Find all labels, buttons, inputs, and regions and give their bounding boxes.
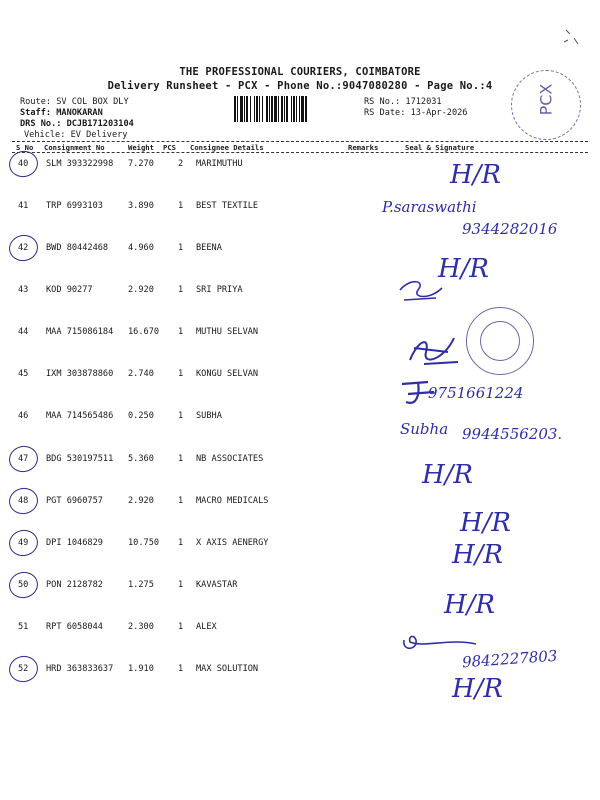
row-consignment: TRP 6993103 [46, 201, 103, 211]
row-consignee: MACRO MEDICALS [196, 496, 269, 506]
row-pcs: 2 [178, 159, 184, 169]
col-remarks: Remarks [348, 143, 379, 152]
row-weight: 1.275 [128, 580, 154, 590]
row-pcs: 1 [178, 622, 184, 632]
handwritten-hr: H/R [444, 590, 496, 620]
row-consignee: NB ASSOCIATES [196, 454, 264, 464]
handwritten-hr: H/R [438, 254, 490, 284]
header-top-rule [12, 141, 588, 142]
row-consignee: MAX SOLUTION [196, 664, 259, 674]
row-consignment: SLM 393322998 [46, 159, 114, 169]
table-row [0, 580, 600, 600]
institution-seal-inner-ring [480, 321, 520, 361]
row-sno: 40 [18, 159, 29, 169]
table-row [0, 159, 600, 179]
row-consignment: DPI 1046829 [46, 538, 103, 548]
col-seal: Seal & Signature [405, 143, 475, 152]
row-consignment: MAA 715086184 [46, 327, 114, 337]
row-consignee: SUBHA [196, 411, 222, 421]
row-consignment: HRD 363833637 [46, 664, 114, 674]
row-pcs: 1 [178, 411, 184, 421]
row-weight: 3.890 [128, 201, 154, 211]
row-weight: 16.670 [128, 327, 160, 337]
row-weight: 2.920 [128, 285, 154, 295]
handwritten-hr: H/R [422, 460, 474, 490]
handwritten-phone: 9751661224 [428, 384, 524, 402]
header-bottom-rule [12, 152, 588, 153]
row-consignee: ALEX [196, 622, 217, 632]
col-details: Consignee Details [190, 143, 264, 152]
col-weight: Weight [128, 143, 154, 152]
route-label: Route: SV COL BOX DLY [20, 97, 129, 107]
row-pcs: 1 [178, 327, 184, 337]
handwritten-phone: 9344282016 [462, 220, 558, 238]
rs-number: RS No.: 1712031 [364, 97, 442, 107]
row-pcs: 1 [178, 243, 184, 253]
handwritten-hr: H/R [452, 674, 504, 704]
row-sno: 50 [18, 580, 29, 590]
row-consignment: IXM 303878860 [46, 369, 114, 379]
row-consignee: X AXIS AENERGY [196, 538, 269, 548]
row-consignee: BEENA [196, 243, 222, 253]
signature-scribble [400, 632, 480, 656]
table-row [0, 201, 600, 221]
row-pcs: 1 [178, 580, 184, 590]
row-pcs: 1 [178, 369, 184, 379]
row-sno: 41 [18, 201, 29, 211]
row-weight: 2.920 [128, 496, 154, 506]
row-pcs: 1 [178, 201, 184, 211]
table-row [0, 285, 600, 305]
row-consignment: PON 2128782 [46, 580, 103, 590]
row-sno: 48 [18, 496, 29, 506]
row-consignee: BEST TEXTILE [196, 201, 259, 211]
row-consignment: MAA 714565486 [46, 411, 114, 421]
row-sno: 43 [18, 285, 29, 295]
row-pcs: 1 [178, 538, 184, 548]
row-consignment: KOD 90277 [46, 285, 93, 295]
row-sno: 51 [18, 622, 29, 632]
row-consignment: RPT 6058044 [46, 622, 103, 632]
col-consignment: Consignment No [44, 143, 105, 152]
table-row [0, 622, 600, 642]
row-weight: 5.360 [128, 454, 154, 464]
pcx-stamp-text: PCX [536, 83, 556, 116]
row-sno: 47 [18, 454, 29, 464]
rs-date: RS Date: 13-Apr-2026 [364, 108, 468, 118]
handwritten-phone: 9944556203. [462, 425, 563, 443]
row-weight: 7.270 [128, 159, 154, 169]
row-sno: 49 [18, 538, 29, 548]
table-row [0, 538, 600, 558]
row-consignee: MARIMUTHU [196, 159, 243, 169]
vehicle-label: Vehicle: EV Delivery [24, 130, 128, 140]
row-weight: 4.960 [128, 243, 154, 253]
row-pcs: 1 [178, 496, 184, 506]
handwritten-hr: H/R [452, 540, 504, 570]
row-sno: 44 [18, 327, 29, 337]
table-row [0, 243, 600, 263]
row-weight: 2.300 [128, 622, 154, 632]
col-pcs: PCS [163, 143, 176, 152]
handwritten-hr: H/R [450, 160, 502, 190]
row-weight: 2.740 [128, 369, 154, 379]
row-consignee: KONGU SELVAN [196, 369, 259, 379]
row-consignee: SRI PRIYA [196, 285, 243, 295]
table-row [0, 454, 600, 474]
barcode [234, 96, 360, 122]
row-sno: 52 [18, 664, 29, 674]
handwritten-signature: P.saraswathi [382, 198, 477, 216]
handwritten-hr: H/R [460, 508, 512, 538]
barcode-bar [307, 96, 308, 122]
company-title: THE PROFESSIONAL COURIERS, COIMBATORE [179, 66, 421, 78]
runsheet-title: Delivery Runsheet - PCX - Phone No.:9047080280 - Page No.:4 [107, 80, 493, 92]
drs-label: DRS No.: DCJB171203104 [20, 119, 134, 129]
row-weight: 10.750 [128, 538, 160, 548]
pen-mark [560, 26, 584, 48]
row-consignee: KAVASTAR [196, 580, 238, 590]
row-consignment: PGT 6960757 [46, 496, 103, 506]
row-weight: 1.910 [128, 664, 154, 674]
row-consignment: BDG 530197511 [46, 454, 114, 464]
row-pcs: 1 [178, 454, 184, 464]
row-consignment: BWD 80442468 [46, 243, 109, 253]
handwritten-signature: Subha [400, 420, 449, 438]
row-weight: 0.250 [128, 411, 154, 421]
col-sno: S No [16, 143, 34, 152]
row-consignee: MUTHU SELVAN [196, 327, 259, 337]
staff-label: Staff: MANOKARAN [20, 108, 103, 118]
signature-scribble [396, 276, 446, 306]
signature-scribble [404, 330, 464, 370]
signature-scribble [398, 378, 438, 410]
row-sno: 45 [18, 369, 29, 379]
row-pcs: 1 [178, 664, 184, 674]
row-sno: 42 [18, 243, 29, 253]
row-pcs: 1 [178, 285, 184, 295]
row-sno: 46 [18, 411, 29, 421]
handwritten-phone: 9842227803 [461, 646, 558, 672]
